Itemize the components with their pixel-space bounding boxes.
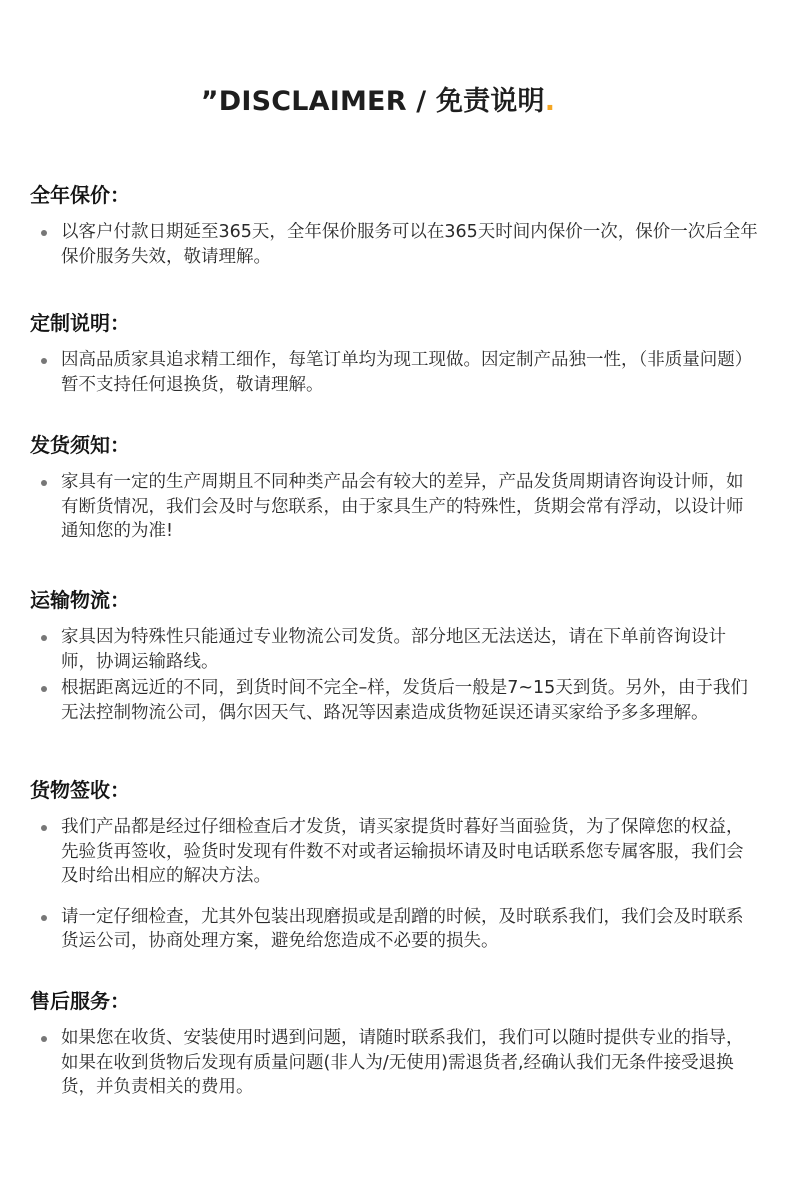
section-heading: 运输物流： [30, 588, 130, 612]
list-item [30, 348, 760, 397]
section-heading: 发货须知： [30, 433, 130, 457]
list-item [30, 815, 760, 889]
list-item [30, 470, 760, 544]
list-item-text: 如果您在收货、安装使用时遇到问题，请随时联系我们，我们可以随时提供专业的指导，如果在收到货物后发现有质量问题(非人为/无使用)需退货者,经确认我们无条件接受退换货，并负责相关的费用。 [61, 1028, 744, 1097]
bullet-icon [41, 230, 47, 236]
list-item-text: 因高品质家具追求精工细作，每笔订单均为现工现做。因定制产品独一性，（非质量问题）暂不支持任何退换货，敬请理解。 [61, 350, 753, 395]
list-item [30, 1026, 760, 1100]
section-price-protection [30, 181, 760, 269]
bullet-icon [41, 480, 47, 486]
list-item [30, 220, 760, 269]
bullet-icon [41, 686, 47, 692]
list-item-text: 根据距离远近的不同，到货时间不完全–样，发货后一般是7~15天到货。另外，由于我们无法控制物流公司，偶尔因天气、路况等因素造成货物延误还请买家给予多多理解。 [61, 678, 748, 723]
bullet-icon [41, 915, 47, 921]
bullet-icon [41, 825, 47, 831]
list-item [30, 625, 760, 674]
list-item-text: 家具因为特殊性只能通过专业物流公司发货。部分地区无法送达，请在下单前咨询设计师，协调运输路线。 [61, 627, 726, 672]
bullet-icon [41, 358, 47, 364]
section-customization [30, 309, 760, 397]
section-delivery-receipt [30, 776, 760, 954]
list-item-text: 我们产品都是经过仔细检查后才发货，请买家提货时暮好当面验货，为了保障您的权益，先验货再签收，验货时发现有件数不对或者运输损坏请及时电话联系您专属客服，我们会及时给出相应的解决方法。 [61, 817, 744, 886]
list-item-text: 请一定仔细检查，尤其外包装出现磨损或是刮蹭的时候，及时联系我们，我们会及时联系货运公司，协商处理方案，避免给您造成不必要的损失。 [61, 906, 744, 951]
section-heading: 全年保价： [30, 183, 130, 207]
section-heading: 货物签收： [30, 778, 130, 802]
section-after-sales [30, 987, 760, 1100]
bullet-list [30, 1026, 760, 1100]
title-text: ”DISCLAIMER / 免责说明 [200, 86, 545, 117]
bullet-list [30, 220, 760, 269]
section-shipping-notice [30, 431, 760, 544]
bullet-icon [41, 1036, 47, 1042]
list-item-text: 家具有一定的生产周期且不同种类产品会有较大的差异，产品发货周期请咨询设计师，如有断货情况，我们会及时与您联系，由于家具生产的特殊性，货期会常有浮动，以设计师通知您的为准! [61, 472, 744, 541]
section-heading: 定制说明： [30, 311, 130, 335]
bullet-list [30, 815, 760, 954]
section-logistics [30, 586, 760, 725]
page-title [0, 82, 756, 122]
bullet-list [30, 470, 760, 544]
list-item [30, 905, 760, 954]
bullet-list [30, 625, 760, 725]
title-accent-dot: . [544, 86, 556, 117]
list-item [30, 676, 760, 725]
list-item-text: 以客户付款日期延至365天，全年保价服务可以在365天时间内保价一次，保价一次后全年保价服务失效，敬请理解。 [61, 222, 758, 267]
bullet-icon [41, 635, 47, 641]
section-heading: 售后服务： [30, 989, 130, 1013]
bullet-list [30, 348, 760, 397]
